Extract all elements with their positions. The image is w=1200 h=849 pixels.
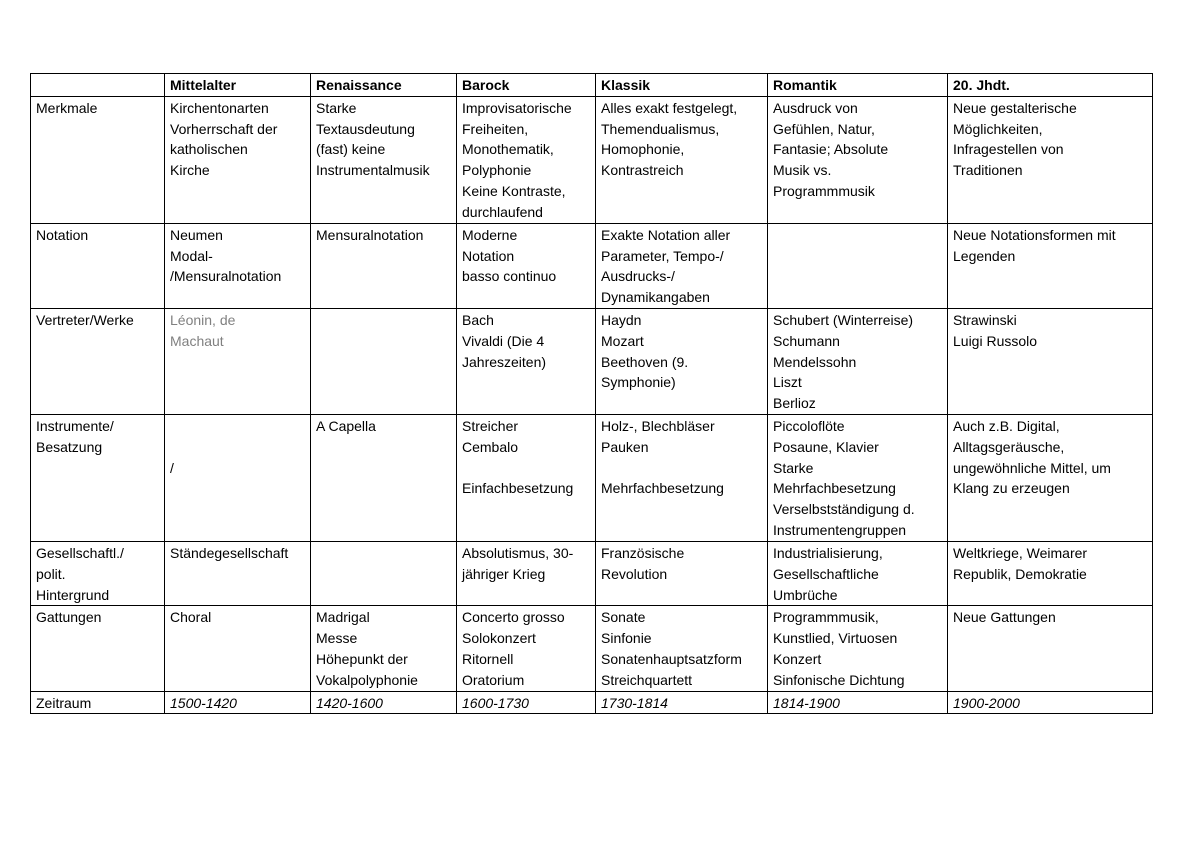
- cell-line: Möglichkeiten,: [953, 120, 1043, 137]
- cell-line: Exakte Notation aller: [601, 226, 731, 243]
- row-label-line: Besatzung: [36, 438, 103, 455]
- cell-line: Keine Kontraste,: [462, 182, 566, 199]
- cell-line: Kontrastreich: [601, 162, 684, 179]
- cell-line: Liszt: [773, 374, 802, 391]
- cell-line: Vorherrschaft der: [170, 120, 278, 137]
- cell-line: Léonin, de: [170, 311, 236, 328]
- cell-line: Republik, Demokratie: [953, 565, 1087, 582]
- cell-instrumente-20-jhdt: [948, 414, 1153, 541]
- cell-zeitraum-20-jhdt: 1900-2000: [948, 691, 1153, 714]
- cell-line: Legenden: [953, 247, 1016, 264]
- cell-line: Strawinski: [953, 311, 1017, 328]
- cell-zeitraum-barock: 1600-1730: [457, 691, 596, 714]
- cell-line: Sonatenhauptsatzform: [601, 650, 742, 667]
- cell-zeitraum-mittelalter: 1500-1420: [165, 691, 311, 714]
- cell-line: Moderne: [462, 226, 518, 243]
- cell-merkmale-romantik: [768, 96, 948, 223]
- cell-line: Neue Notationsformen mit: [953, 226, 1116, 243]
- cell-instrumente-romantik: [768, 414, 948, 541]
- cell-line: Programmmusik: [773, 182, 875, 199]
- spacer: [462, 458, 591, 479]
- row-zeitraum: [31, 691, 1153, 714]
- cell-line: Weltkriege, Weimarer: [953, 544, 1088, 561]
- row-merkmale: [31, 96, 1153, 223]
- cell-line: Holz-, Blechbläser: [601, 417, 715, 434]
- row-label-line: Instrumente/: [36, 417, 114, 434]
- header-romantik: Romantik: [768, 74, 948, 97]
- cell-vertreter-renaissance: [311, 308, 457, 414]
- cell-line: Modal-: [170, 247, 213, 264]
- row-gesellschaft: [31, 541, 1153, 605]
- header-klassik: Klassik: [596, 74, 768, 97]
- cell-line: Absolutismus, 30-: [462, 544, 574, 561]
- row-label-notation: Notation: [31, 223, 165, 308]
- cell-line: Umbrüche: [773, 586, 838, 603]
- cell-line: ungewöhnliche Mittel, um: [953, 459, 1111, 476]
- cell-line: Sinfonische Dichtung: [773, 671, 905, 688]
- cell-line: Ständegesellschaft: [170, 544, 289, 561]
- cell-line: Streicher: [462, 417, 519, 434]
- cell-line: Fantasie; Absolute: [773, 141, 889, 158]
- cell-line: Ritornell: [462, 650, 514, 667]
- header-row: [31, 74, 1153, 97]
- cell-line: basso continuo: [462, 268, 557, 285]
- cell-line: Alles exakt festgelegt,: [601, 99, 738, 116]
- spacer: [601, 458, 763, 479]
- cell-line: Improvisatorische: [462, 99, 572, 116]
- cell-merkmale-barock: [457, 96, 596, 223]
- cell-vertreter-klassik: [596, 308, 768, 414]
- row-label-instrumente: [31, 414, 165, 541]
- cell-instrumente-barock: [457, 414, 596, 541]
- cell-line: Homophonie,: [601, 141, 685, 158]
- row-label-gesellschaft: [31, 541, 165, 605]
- cell-line: Konzert: [773, 650, 822, 667]
- cell-line: Mendelssohn: [773, 353, 857, 370]
- cell-gattungen-mittelalter: [165, 606, 311, 691]
- cell-line: Programmmusik,: [773, 609, 879, 626]
- cell-line: Haydn: [601, 311, 642, 328]
- header-renaissance: Renaissance: [311, 74, 457, 97]
- cell-line: Machaut: [170, 332, 224, 349]
- header-mittelalter: Mittelalter: [165, 74, 311, 97]
- cell-line: Mehrfachbesetzung: [773, 480, 896, 497]
- cell-line: Messe: [316, 630, 358, 647]
- cell-line: Mensuralnotation: [316, 226, 424, 243]
- cell-line: Mozart: [601, 332, 644, 349]
- row-notation: [31, 223, 1153, 308]
- spacer: [170, 416, 306, 437]
- cell-line: Cembalo: [462, 438, 519, 455]
- row-label-vertreter: Vertreter/Werke: [31, 308, 165, 414]
- cell-line: Klang zu erzeugen: [953, 480, 1070, 497]
- cell-line: Madrigal: [316, 609, 370, 626]
- cell-merkmale-renaissance: [311, 96, 457, 223]
- cell-line: Industrialisierung,: [773, 544, 883, 561]
- row-label-merkmale: Merkmale: [31, 96, 165, 223]
- cell-gesellschaft-klassik: [596, 541, 768, 605]
- cell-line: Auch z.B. Digital,: [953, 417, 1060, 434]
- cell-gesellschaft-mittelalter: [165, 541, 311, 605]
- cell-notation-20-jhdt: [948, 223, 1153, 308]
- cell-line: Alltagsgeräusche,: [953, 438, 1065, 455]
- row-vertreter: [31, 308, 1153, 414]
- cell-gattungen-barock: [457, 606, 596, 691]
- cell-line: Schubert (Winterreise): [773, 311, 914, 328]
- cell-line: Posaune, Klavier: [773, 438, 879, 455]
- cell-line: Monothematik,: [462, 141, 554, 158]
- cell-notation-mittelalter: [165, 223, 311, 308]
- header-20-jhdt: 20. Jhdt.: [948, 74, 1153, 97]
- header-empty: [31, 74, 165, 97]
- cell-gesellschaft-20-jhdt: [948, 541, 1153, 605]
- cell-line: Neumen: [170, 226, 223, 243]
- cell-line: (fast) keine: [316, 141, 386, 158]
- row-label-line: Gesellschaftl./: [36, 544, 124, 561]
- row-instrumente: [31, 414, 1153, 541]
- cell-line: Ausdrucks-/: [601, 268, 675, 285]
- cell-line: Infragestellen von: [953, 141, 1064, 158]
- header-barock: Barock: [457, 74, 596, 97]
- cell-vertreter-barock: [457, 308, 596, 414]
- cell-line: jähriger Krieg: [462, 565, 546, 582]
- cell-line: Sonate: [601, 609, 646, 626]
- cell-line: Einfachbesetzung: [462, 480, 574, 497]
- cell-line: /: [170, 459, 174, 476]
- cell-vertreter-20-jhdt: [948, 308, 1153, 414]
- cell-line: Textausdeutung: [316, 120, 415, 137]
- cell-line: Sinfonie: [601, 630, 652, 647]
- cell-gesellschaft-romantik: [768, 541, 948, 605]
- music-epochs-table: [30, 73, 1153, 714]
- cell-line: Instrumentengruppen: [773, 521, 907, 538]
- cell-line: Schumann: [773, 332, 840, 349]
- cell-line: Gesellschaftliche: [773, 565, 879, 582]
- cell-line: Polyphonie: [462, 162, 532, 179]
- cell-line: Notation: [462, 247, 515, 264]
- cell-line: Freiheiten,: [462, 120, 529, 137]
- cell-line: Themendualismus,: [601, 120, 720, 137]
- cell-notation-renaissance: [311, 223, 457, 308]
- cell-line: Piccoloflöte: [773, 417, 845, 434]
- cell-line: Pauken: [601, 438, 649, 455]
- cell-line: Starke: [316, 99, 357, 116]
- cell-line: Musik vs.: [773, 162, 832, 179]
- row-label-line: polit.: [36, 565, 66, 582]
- cell-gattungen-romantik: [768, 606, 948, 691]
- cell-line: Beethoven (9.: [601, 353, 689, 370]
- cell-notation-klassik: [596, 223, 768, 308]
- cell-line: Choral: [170, 609, 212, 626]
- cell-line: Mehrfachbesetzung: [601, 480, 724, 497]
- cell-line: Vivaldi (Die 4: [462, 332, 545, 349]
- cell-line: Kirchentonarten: [170, 99, 269, 116]
- cell-line: Jahreszeiten): [462, 353, 547, 370]
- cell-line: Concerto grosso: [462, 609, 565, 626]
- cell-gattungen-klassik: [596, 606, 768, 691]
- cell-line: /Mensuralnotation: [170, 268, 282, 285]
- cell-line: A Capella: [316, 417, 376, 434]
- cell-line: Traditionen: [953, 162, 1023, 179]
- cell-merkmale-20-jhdt: [948, 96, 1153, 223]
- cell-line: Berlioz: [773, 395, 816, 412]
- cell-line: Neue Gattungen: [953, 609, 1056, 626]
- cell-line: Dynamikangaben: [601, 289, 710, 306]
- cell-instrumente-renaissance: [311, 414, 457, 541]
- cell-line: Oratorium: [462, 671, 525, 688]
- cell-notation-romantik: [768, 223, 948, 308]
- cell-zeitraum-renaissance: 1420-1600: [311, 691, 457, 714]
- cell-instrumente-mittelalter: [165, 414, 311, 541]
- cell-line: Starke: [773, 459, 814, 476]
- cell-line: Instrumentalmusik: [316, 162, 430, 179]
- cell-line: Verselbstständigung d.: [773, 501, 915, 518]
- cell-line: Solokonzert: [462, 630, 536, 647]
- row-label-gattungen: Gattungen: [31, 606, 165, 691]
- cell-line: Revolution: [601, 565, 668, 582]
- cell-line: Französische: [601, 544, 685, 561]
- cell-line: Symphonie): [601, 374, 676, 391]
- cell-instrumente-klassik: [596, 414, 768, 541]
- cell-merkmale-klassik: [596, 96, 768, 223]
- cell-line: Höhepunkt der: [316, 650, 408, 667]
- cell-merkmale-mittelalter: [165, 96, 311, 223]
- cell-line: Vokalpolyphonie: [316, 671, 418, 688]
- cell-zeitraum-romantik: 1814-1900: [768, 691, 948, 714]
- cell-line: Gefühlen, Natur,: [773, 120, 875, 137]
- cell-vertreter-mittelalter: [165, 308, 311, 414]
- cell-line: Kunstlied, Virtuosen: [773, 630, 898, 647]
- row-label-line: Hintergrund: [36, 586, 110, 603]
- cell-gesellschaft-barock: [457, 541, 596, 605]
- cell-gesellschaft-renaissance: [311, 541, 457, 605]
- cell-line: katholischen: [170, 141, 248, 158]
- cell-line: Luigi Russolo: [953, 332, 1038, 349]
- cell-line: Neue gestalterische: [953, 99, 1077, 116]
- cell-zeitraum-klassik: 1730-1814: [596, 691, 768, 714]
- cell-gattungen-renaissance: [311, 606, 457, 691]
- cell-line: Parameter, Tempo-/: [601, 247, 724, 264]
- cell-line: Bach: [462, 311, 494, 328]
- cell-line: Kirche: [170, 162, 210, 179]
- cell-gattungen-20-jhdt: [948, 606, 1153, 691]
- row-label-zeitraum: Zeitraum: [31, 691, 165, 714]
- cell-line: durchlaufend: [462, 203, 543, 220]
- cell-line: Ausdruck von: [773, 99, 858, 116]
- cell-vertreter-romantik: [768, 308, 948, 414]
- row-gattungen: [31, 606, 1153, 691]
- cell-notation-barock: [457, 223, 596, 308]
- cell-line: Streichquartett: [601, 671, 693, 688]
